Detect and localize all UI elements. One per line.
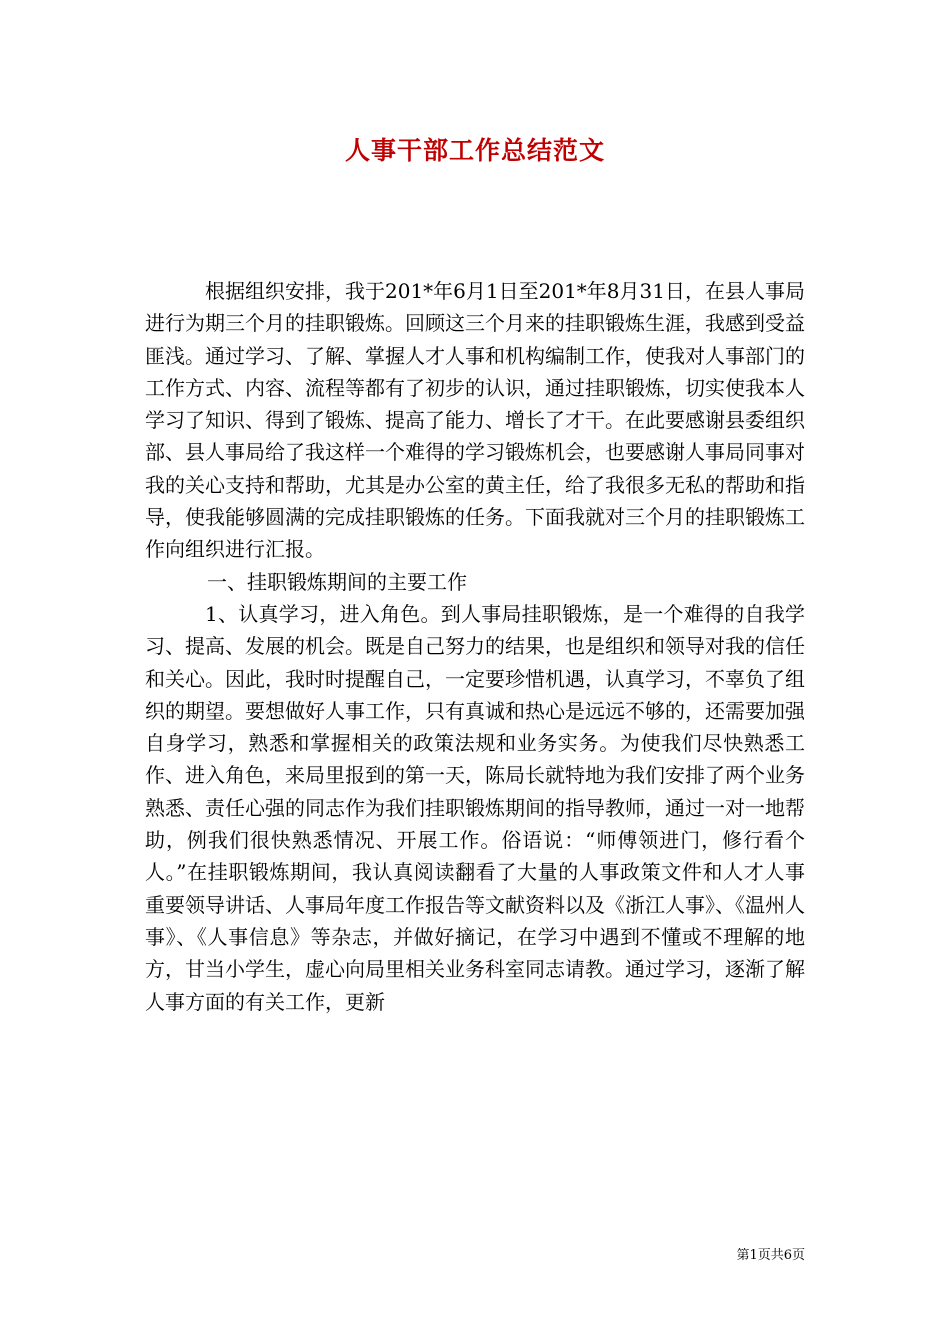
body-paragraph: 1、认真学习，进入角色。到人事局挂职锻炼，是一个难得的自我学习、提高、发展的机会。既是自己努力的结果，也是组织和领导对我的信任和关心。因此，我时时提醒自己，一定要珍惜机遇，认真学习，不辜负了组织的期望。要想做好人事工作，只有真诚和热心是远远不够的，还需要加强自身学习，熟悉和掌握相关的政策法规和业务实务。为使我们尽快熟悉工作、进入角色，来局里报到的第一天，陈局长就特地为我们安排了两个业务熟悉、责任心强的同志作为我们挂职锻炼期间的指导教师，通过一对一地帮助，例我们很快熟悉情况、开展工作。俗语说：“师傅领进门，修行看个人。”在挂职锻炼期间，我认真阅读翻看了大量的人事政策文件和人才人事重要领导讲话、人事局年度工作报告等文献资料以及《浙江人事》、《温州人事》、《人事信息》等杂志，并做好摘记，在学习中遇到不懂或不理解的地方，甘当小学生，虚心向局里相关业务科室同志请教。通过学习，逐渐了解人事方面的有关工作，更新 (145, 601, 805, 1014)
document-body (145, 275, 805, 1018)
document-title: 人事干部工作总结范文 (344, 136, 605, 165)
body-paragraph: 根据组织安排，我于201*年6月1日至201*年8月31日，在县人事局进行为期三个月的挂职锻炼。回顾这三个月来的挂职锻炼生涯，我感到受益匪浅。通过学习、了解、掌握人才人事和机构编制工作，使我对人事部门的工作方式、内容、流程等都有了初步的认识，通过挂职锻炼，切实使我本人学习了知识、得到了锻炼、提高了能力、增长了才干。在此要感谢县委组织部、县人事局给了我这样一个难得的学习锻炼机会，也要感谢人事局同事对我的关心支持和帮助，尤其是办公室的黄主任，给了我很多无私的帮助和指导，使我能够圆满的完成挂职锻炼的任务。下面我就对三个月的挂职锻炼工作向组织进行汇报。 (145, 279, 805, 562)
page-number-footer: 第1页共6页 (736, 1248, 805, 1263)
section-heading: 一、挂职锻炼期间的主要工作 (207, 569, 467, 594)
